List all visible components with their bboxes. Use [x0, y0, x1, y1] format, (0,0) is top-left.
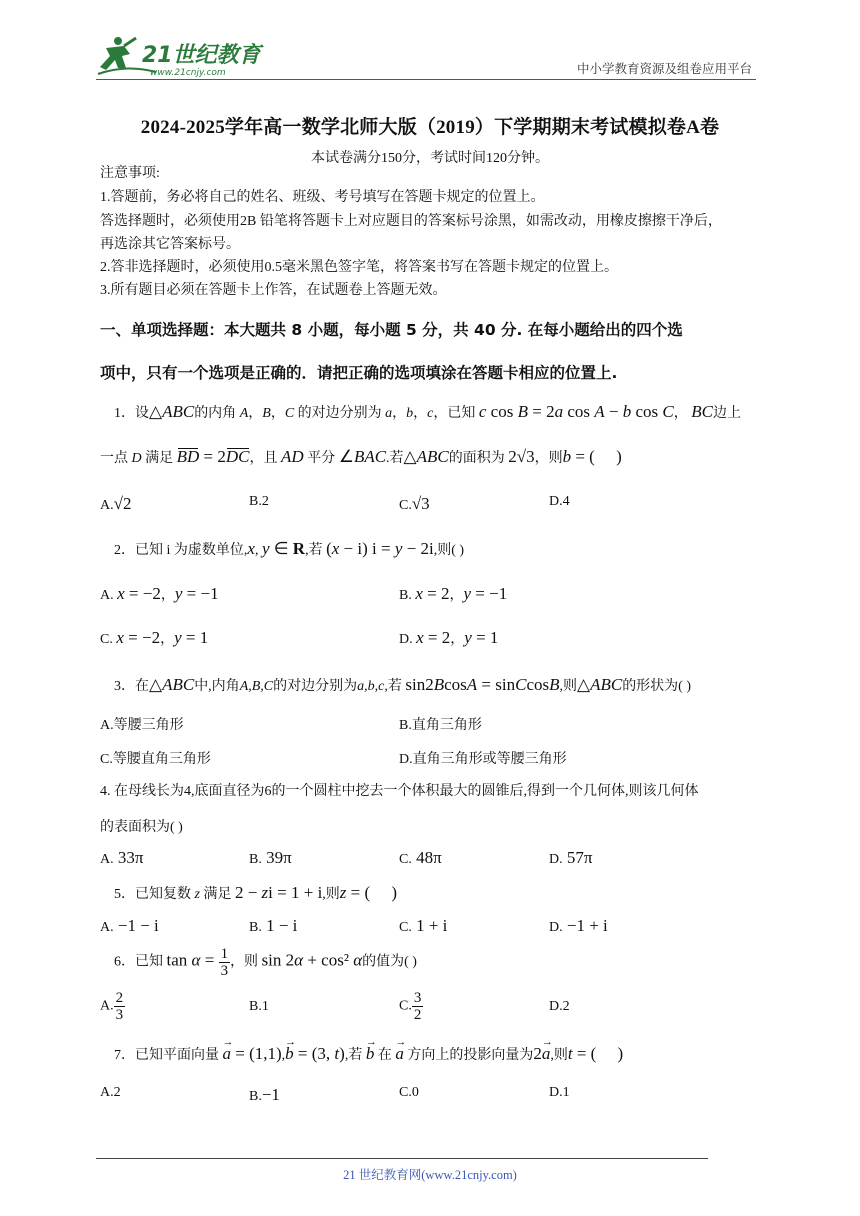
section-heading-line-2: 项中，只有一个选项是正确的．请把正确的选项填涂在答题卡相应的位置上. [100, 364, 618, 382]
notice-line-3: 2.答非选择题时，必须使用0.5毫米黑色签字笔，将答案书写在答题卡规定的位置上。 [100, 260, 618, 275]
q7-option-a[interactable]: A.2 [100, 1085, 121, 1100]
notice-line-2b: 再选涂其它答案标号。 [100, 237, 240, 252]
q4-option-b[interactable]: B. 39π [249, 848, 292, 867]
section-heading-line-1: 一、单项选择题：本大题共 8 小题，每小题 5 分，共 40 分. 在每小题给出的四个选 [100, 321, 683, 339]
question-7: 7．已知平面向量 → a = (1,1),→ b = (3, t),若 → b 在 → a 方向上的投影向量为2→ a,则t = ( ) [114, 1043, 623, 1067]
q3-option-c[interactable]: C.等腰直角三角形 [100, 752, 211, 767]
q2-option-a[interactable]: A. x = −2，y = −1 [100, 584, 219, 603]
logo-text: 21世纪教育 [142, 43, 261, 68]
q3-option-b[interactable]: B.直角三角形 [399, 718, 482, 733]
logo-url: www.21cnjy.com [150, 68, 226, 78]
notice-line-4: 3.所有题目必须在答题卡上作答，在试题卷上答题无效。 [100, 283, 447, 298]
footer-link[interactable]: 21 世纪教育网(www.21cnjy.com) [343, 1168, 517, 1182]
question-4-line-1: 4. 在母线长为4,底面直径为6的一个圆柱中挖去一个体积最大的圆锥后,得到一个几何体,则该几何体 [100, 784, 699, 799]
q2-option-d[interactable]: D. x = 2，y = 1 [399, 628, 499, 647]
page-title: 2024-2025学年高一数学北师大版（2019）下学期期末考试模拟卷A卷 [140, 117, 720, 138]
q1-option-d[interactable]: D.4 [549, 494, 570, 509]
q5-option-b[interactable]: B. 1 − i [249, 916, 298, 935]
q1-option-c[interactable]: C.√3 [399, 494, 430, 513]
header-right-text: 中小学教育资源及组卷应用平台 [576, 62, 752, 76]
header-divider [96, 79, 756, 80]
question-6: 6．已知 tan α = $\frac{1}{3}$ ，则 sin 2α + cos² α的值为( ) [114, 946, 417, 979]
question-4-line-2: 的表面积为( ) [100, 820, 183, 835]
question-1-line-1: 1．设△ABC的内角 A，B，C 的对边分别为 a，b，c，已知 c cos B = 2a cos A − b cos C， BC边上 [114, 402, 741, 421]
q4-option-d[interactable]: D. 57π [549, 848, 593, 867]
notice-heading: 注意事项: [100, 166, 160, 181]
q2-option-c[interactable]: C. x = −2，y = 1 [100, 628, 209, 647]
footer-divider [96, 1158, 708, 1159]
q2-option-b[interactable]: B. x = 2，y = −1 [399, 584, 508, 603]
q5-option-c[interactable]: C. 1 + i [399, 916, 448, 935]
q3-option-a[interactable]: A.等腰三角形 [100, 718, 184, 733]
q4-option-a[interactable]: A. 33π [100, 848, 144, 867]
q7-option-b[interactable]: B.−1 [249, 1085, 280, 1104]
site-logo [96, 34, 266, 80]
q1-option-b[interactable]: B.2 [249, 494, 269, 509]
question-1-line-2: 一点 D 满足 BD = 2DC，且 AD 平分 ∠BAC.若△ABC的面积为 2√3，则b = ( ) [100, 447, 622, 466]
notice-line-1: 1.答题前，务必将自己的姓名、班级、考号填写在答题卡规定的位置上。 [100, 190, 545, 205]
notice-line-2a: 答选择题时，必须使用2B 铅笔将答题卡上对应题目的答案标号涂黑，如需改动，用橡皮擦擦干净后， [100, 214, 722, 229]
question-2: 2．已知 i 为虚数单位,x, y ∈ R,若 (x − i) i = y − 2i,则( ) [114, 539, 465, 558]
q4-option-c[interactable]: C. 48π [399, 848, 442, 867]
q1-option-a[interactable]: A.√2 [100, 494, 132, 513]
q6-option-c[interactable]: C. $\frac{3}{2}$ [399, 990, 422, 1023]
q5-option-d[interactable]: D. −1 + i [549, 916, 608, 935]
q7-option-c[interactable]: C.0 [399, 1085, 419, 1100]
q3-option-d[interactable]: D.直角三角形或等腰三角形 [399, 752, 567, 767]
question-5: 5．已知复数 z 满足 2 − zi = 1 + i,则z = ( ) [114, 883, 398, 902]
q6-option-b[interactable]: B.1 [249, 999, 269, 1014]
q5-option-a[interactable]: A. −1 − i [100, 916, 159, 935]
q7-option-d[interactable]: D.1 [549, 1085, 570, 1100]
question-3: 3．在△ABC中,内角A,B,C的对边分别为a,b,c,若 sin2BcosA = sinCcosB,则△ABC的形状为( ) [114, 675, 692, 694]
page-subtitle: 本试卷满分150分，考试时间120分钟。 [311, 151, 549, 166]
q6-option-a[interactable]: A. $\frac{2}{3}$ [100, 990, 124, 1023]
q6-option-d[interactable]: D.2 [549, 999, 570, 1014]
